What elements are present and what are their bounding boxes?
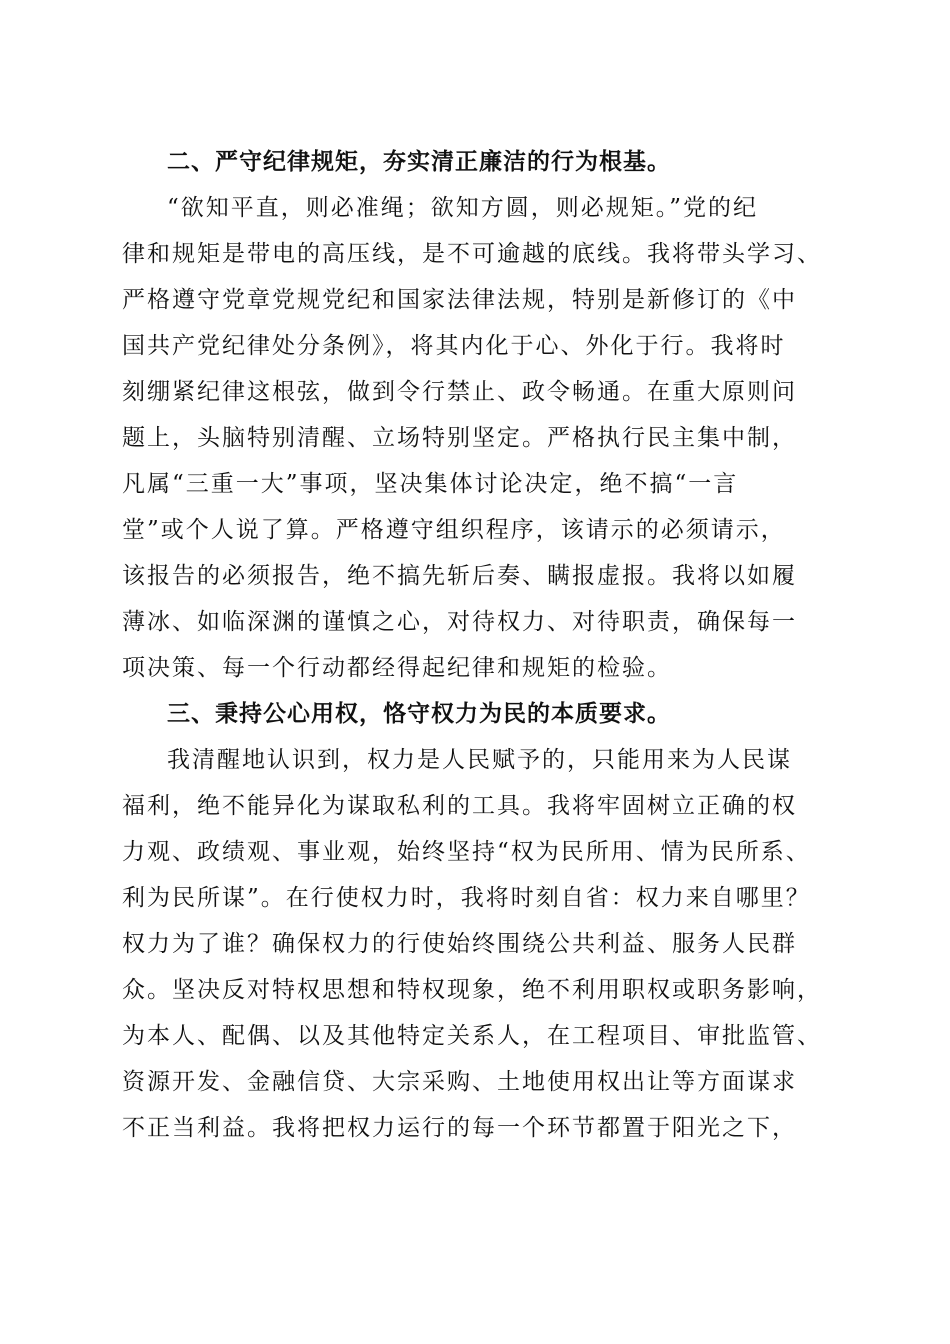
paragraph-line: 堂”或个人说了算。严格遵守组织程序，该请示的必须请示， [122, 517, 786, 543]
paragraph-line: 该报告的必须报告，绝不搞先斩后奏、瞒报虚报。我将以如履 [122, 563, 797, 589]
paragraph-line: 题上，头脑特别清醒、立场特别坚定。严格执行民主集中制， [122, 425, 797, 451]
paragraph-line: 严格遵守党章党规党纪和国家法律法规，特别是新修订的《中 [122, 287, 797, 313]
paragraph-line: 权力为了谁？确保权力的行使始终围绕公共利益、服务人民群 [122, 931, 797, 957]
paragraph-line: 刻绷紧纪律这根弦，做到令行禁止、政令畅通。在重大原则问 [122, 379, 797, 405]
paragraph-line: 为本人、配偶、以及其他特定关系人，在工程项目、审批监管、 [122, 1023, 822, 1049]
paragraph-line: 福利，绝不能异化为谋取私利的工具。我将牢固树立正确的权 [122, 793, 797, 819]
paragraph-line: 资源开发、金融信贷、大宗采购、土地使用权出让等方面谋求 [122, 1069, 797, 1095]
paragraph-line: 不正当利益。我将把权力运行的每一个环节都置于阳光之下， [122, 1115, 797, 1141]
section-heading-3: 三、秉持公心用权，恪守权力为民的本质要求。 [167, 701, 671, 727]
paragraph-line: 项决策、每一个行动都经得起纪律和规矩的检验。 [122, 655, 672, 681]
paragraph-line: 我清醒地认识到，权力是人民赋予的，只能用来为人民谋 [167, 747, 792, 773]
paragraph-line: 利为民所谋”。在行使权力时，我将时刻自省：权力来自哪里？ [122, 885, 811, 911]
section-paragraph-3 [122, 737, 842, 1151]
document-body [122, 139, 842, 1151]
paragraph-line: 凡属“三重一大”事项，坚决集体讨论决定，绝不搞“一言 [122, 471, 739, 497]
paragraph-line: 国共产党纪律处分条例》，将其内化于心、外化于行。我将时 [122, 333, 786, 359]
paragraph-line: “欲知平直，则必准绳；欲知方圆，则必规矩。”党的纪 [167, 195, 759, 221]
paragraph-line: 薄冰、如临深渊的谨慎之心，对待权力、对待职责，确保每一 [122, 609, 797, 635]
paragraph-line: 力观、政绩观、事业观，始终坚持“权为民所用、情为民所系、 [122, 839, 811, 865]
paragraph-line: 众。坚决反对特权思想和特权现象，绝不利用职权或职务影响， [122, 977, 822, 1003]
section-paragraph-2 [122, 185, 842, 691]
section-heading-2: 二、严守纪律规矩，夯实清正廉洁的行为根基。 [167, 149, 671, 175]
paragraph-line: 律和规矩是带电的高压线，是不可逾越的底线。我将带头学习、 [122, 241, 822, 267]
